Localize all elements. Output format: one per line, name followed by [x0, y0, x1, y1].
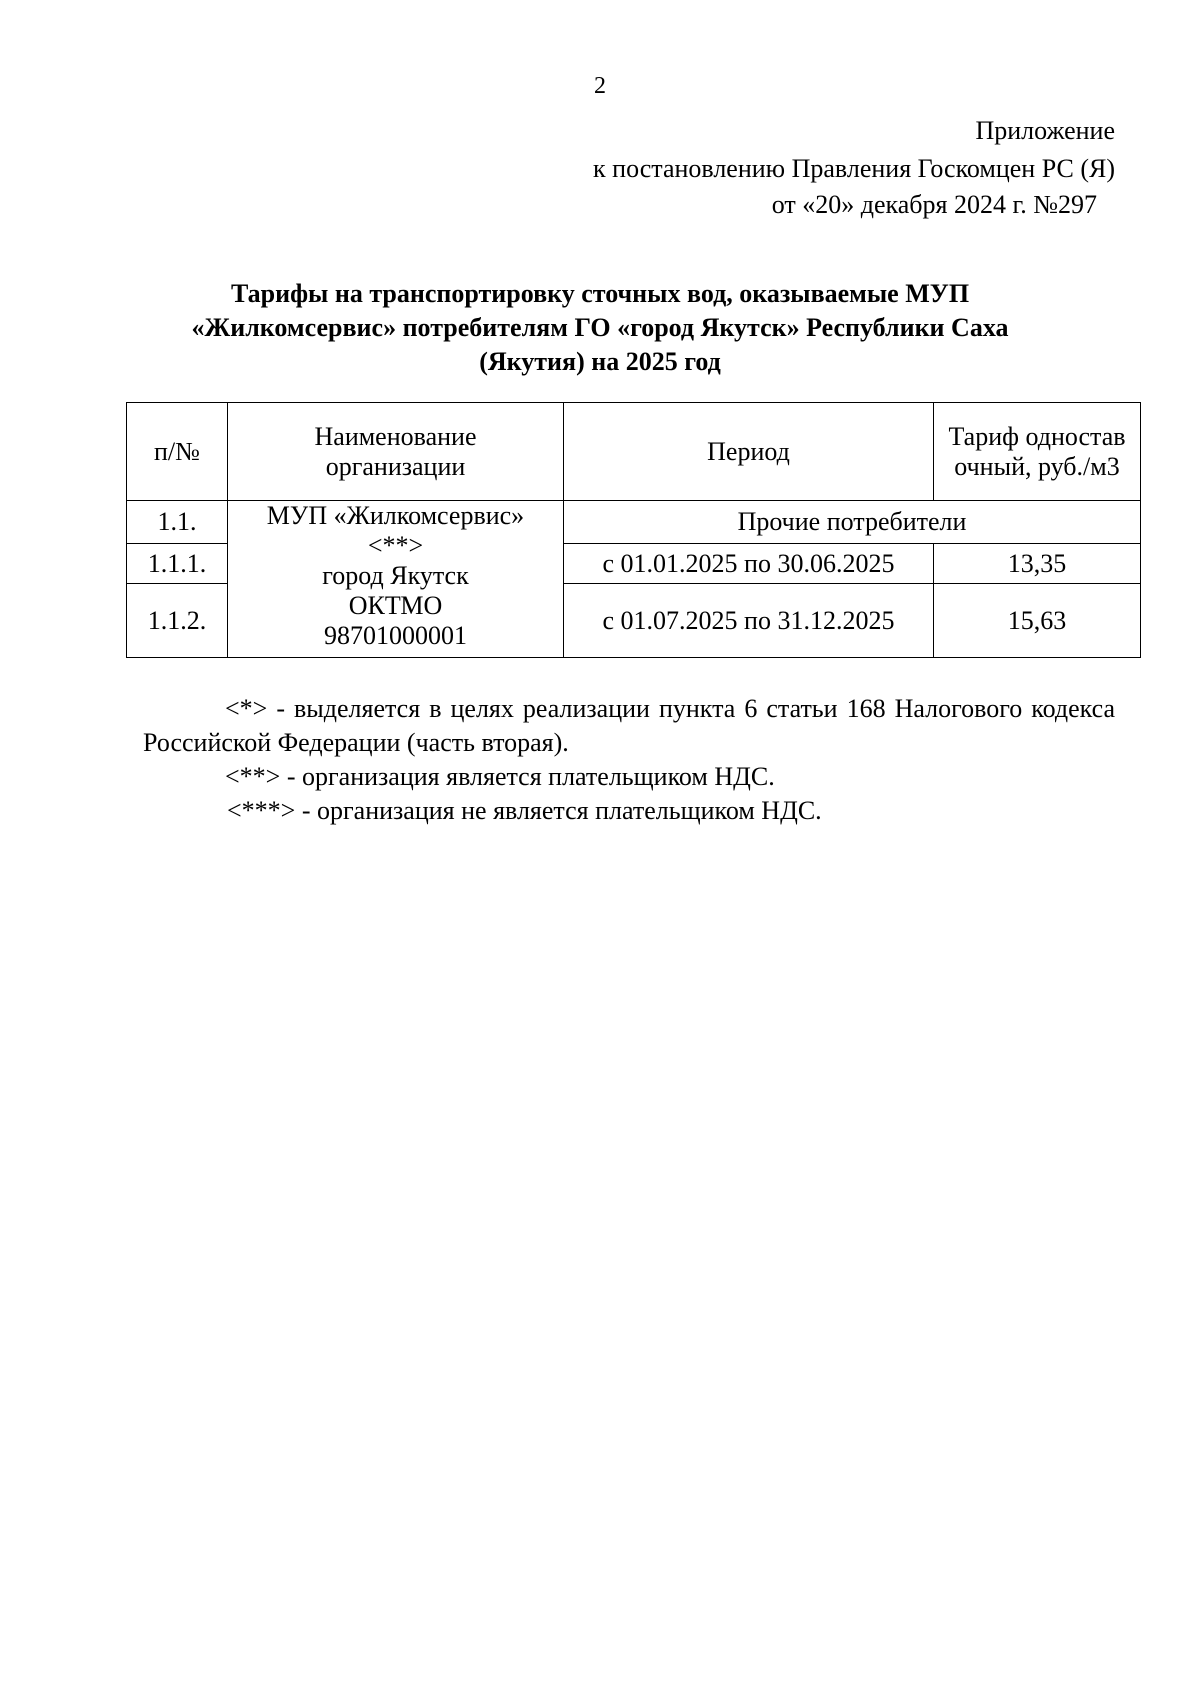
consumer-group: Прочие потребители	[564, 501, 1141, 544]
row-number: 1.1.2.	[127, 584, 228, 658]
page-number: 2	[594, 73, 606, 99]
organization-cell	[228, 501, 564, 658]
footnotes	[143, 692, 1115, 828]
organization-name: МУП «Жилкомсервис»	[266, 501, 525, 530]
tariff-table	[126, 402, 1141, 658]
period-cell: с 01.01.2025 по 30.06.2025	[564, 544, 934, 584]
header-number: п/№	[127, 403, 228, 501]
organization-vat-mark: <**>	[367, 531, 424, 560]
document-title-line-2: «Жилкомсервис» потребителям ГО «город Якутск» Республики Саха	[191, 313, 1009, 342]
row-number: 1.1.	[127, 501, 228, 544]
table-row	[127, 501, 1141, 544]
header-tariff: Тариф одноставочный, руб./м3	[934, 403, 1141, 501]
row-number: 1.1.1.	[127, 544, 228, 584]
footnote-2: <**> - организация является плательщиком НДС.	[225, 762, 775, 791]
appendix-resolution-date: от «20» декабря 2024 г. №297	[771, 190, 1097, 219]
organization-oktmo-label: ОКТМО	[348, 591, 443, 620]
organization-oktmo-code: 98701000001	[324, 621, 467, 650]
period-cell: с 01.07.2025 по 31.12.2025	[564, 584, 934, 658]
document-title-line-1: Тарифы на транспортировку сточных вод, оказываемые МУП	[230, 279, 970, 308]
document-title	[150, 277, 1050, 379]
tariff-cell: 15,63	[934, 584, 1141, 658]
appendix-label: Приложение	[975, 116, 1115, 145]
header-organization: Наименование организации	[228, 403, 564, 501]
organization-city: город Якутск	[322, 561, 469, 590]
appendix-resolution-ref: к постановлению Правления Госкомцен РС (Я)	[593, 154, 1115, 183]
document-title-line-3: (Якутия) на 2025 год	[479, 347, 721, 376]
tariff-cell: 13,35	[934, 544, 1141, 584]
footnote-1: <*> - выделяется в целях реализации пункта 6 статьи 168 Налогового кодекса Российской Федерации (часть вторая).	[143, 694, 1115, 757]
footnote-3: <***> - организация не является плательщиком НДС.	[227, 796, 822, 825]
header-period: Период	[564, 403, 934, 501]
table-header-row	[127, 403, 1141, 501]
